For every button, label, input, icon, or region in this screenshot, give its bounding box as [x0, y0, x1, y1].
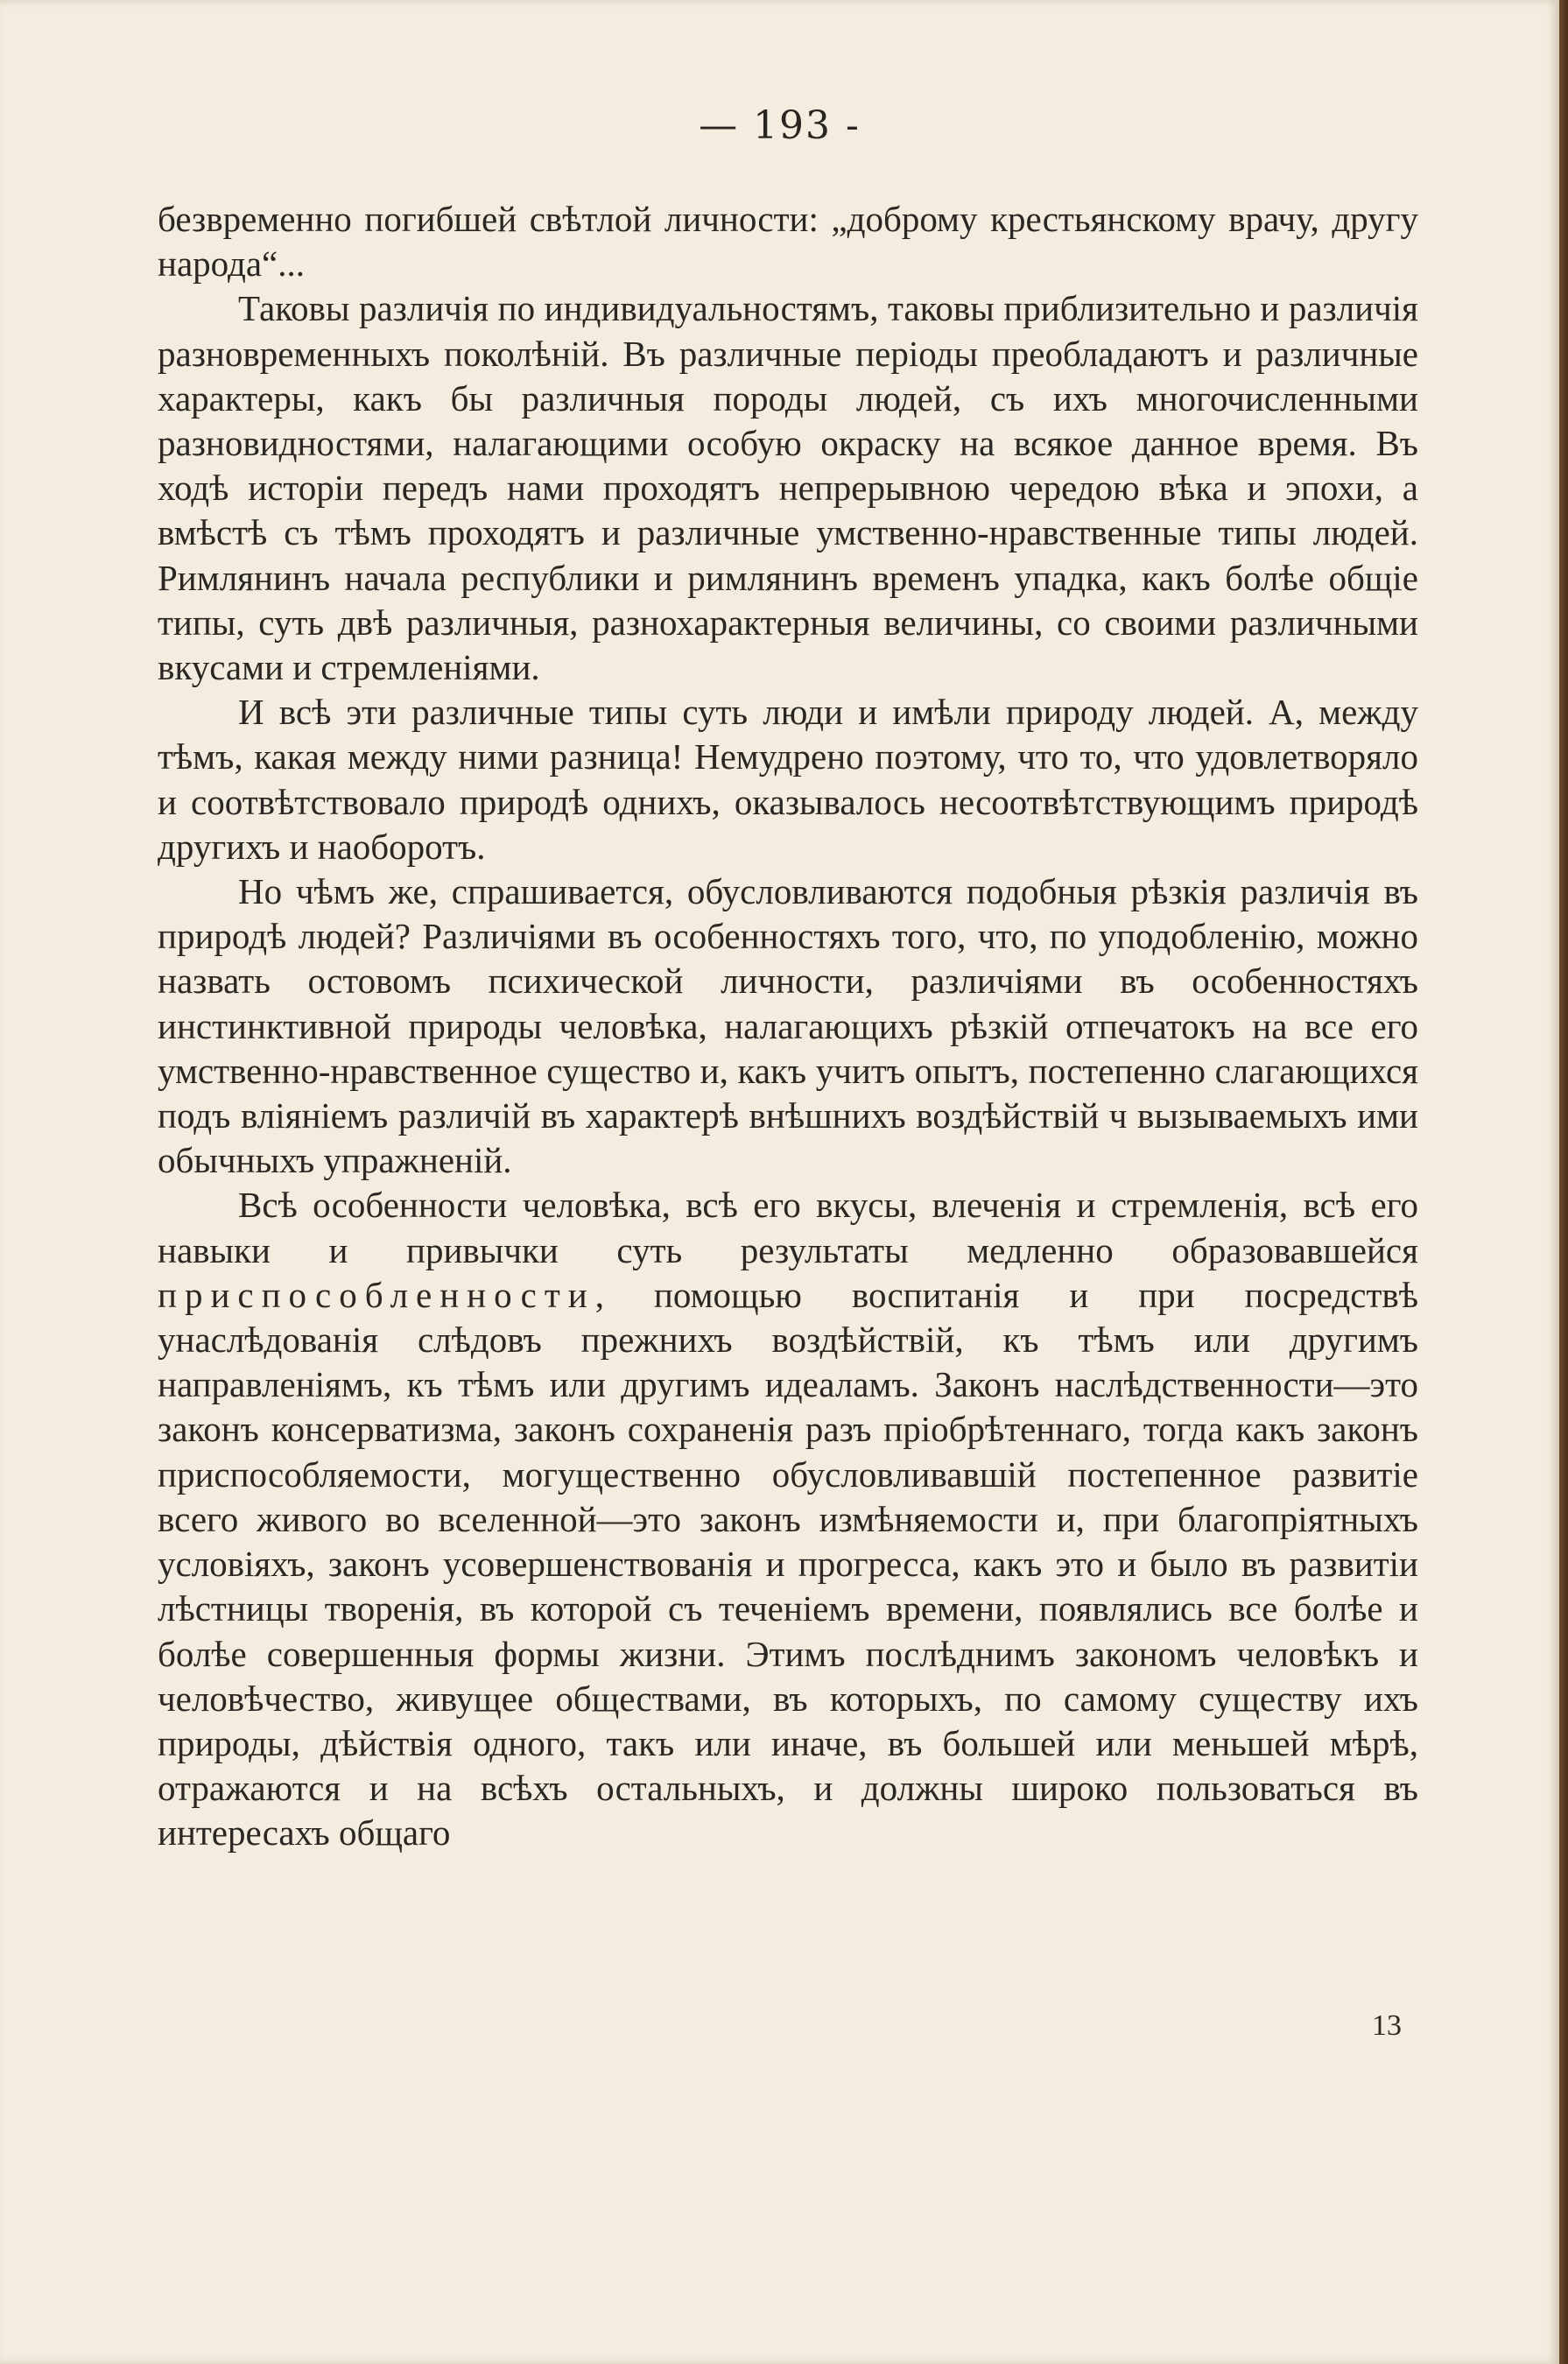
- paragraph: И всѣ эти различные типы суть люди и имѣли природу людей. А, между тѣмъ, какая между ними разница! Немудрено поэтому, что то, что удовлетворяло и соотвѣтствовало природѣ однихъ, оказывалось несоотвѣтствующимъ природѣ другихъ и наоборотъ.: [158, 692, 1418, 867]
- paragraph-text: Всѣ особенности человѣка, всѣ его вкусы, влеченія и стремленія, всѣ его навыки и привычки суть результаты медленно образовавшейся: [158, 1185, 1418, 1270]
- paragraph-text: , помощью воспитанія и при посредствѣ унаслѣдованія слѣдовъ прежнихъ воздѣйствій, къ тѣмъ или другимъ направленіямъ, къ тѣмъ или другимъ идеаламъ. Законъ наслѣдственности—это законъ консерватизма, законъ сохраненія разъ пріобрѣтеннаго, тогда какъ законъ приспособляемости, могущественно обусловливавшій постепенное развитіе всего живого во вселенной—это законъ измѣняемости и, при благопріятныхъ условіяхъ, законъ усовершенствованія и прогресса, какъ это и было въ развитіи лѣстницы творенія, въ которой съ теченіемъ времени, появлялись все болѣе и болѣе совершенныя формы жизни. Этимъ послѣднимъ закономъ человѣкъ и человѣчество, живущее обществами, въ которыхъ, по самому существу ихъ природы, дѣйствія одного, такъ или иначе, въ большей или меньшей мѣрѣ, отражаются и на всѣхъ остальныхъ, и должны широко пользоваться въ интересахъ общаго: [158, 1274, 1418, 1854]
- paragraph: безвременно погибшей свѣтлой личности: „доброму крестьянскому врачу, другу народа“...: [158, 199, 1418, 285]
- page-edge: [1559, 0, 1568, 2364]
- paragraph: [158, 1183, 1418, 1855]
- spaced-emphasis: приспособленности: [158, 1274, 595, 1315]
- page-number-header: — 193 -: [699, 103, 861, 148]
- signature-mark: 13: [1372, 2009, 1402, 2042]
- paragraph: Таковы различія по индивидуальностямъ, таковы приблизительно и различія разновременныхъ поколѣній. Въ различные періоды преобладаютъ и различные характеры, какъ бы различныя породы людей, съ ихъ многочисленными разновидностями, налагающими особую окраску на всякое данное время. Въ ходѣ исторіи передъ нами проходятъ непрерывною чередою вѣка и эпохи, а вмѣстѣ съ тѣмъ проходятъ и различные умственно-нравственные типы людей. Римлянинъ начала республики и римлянинъ временъ упадка, какъ болѣе общіе типы, суть двѣ различныя, разнохарактерныя величины, со своими различными вкусами и стремленіями.: [158, 288, 1418, 688]
- body-text: [158, 197, 1418, 1856]
- paragraph: Но чѣмъ же, спрашивается, обусловливаются подобныя рѣзкія различія въ природѣ людей? Различіями въ особенностяхъ того, что, по уподобленію, можно назвать остовомъ психической личности, различіями въ особенностяхъ инстинктивной природы человѣка, налагающихъ рѣзкій отпечатокъ на все его умственно-нравственное существо и, какъ учитъ опытъ, постепенно слагающихся подъ вліяніемъ различій въ характерѣ внѣшнихъ воздѣйствій ч вызываемыхъ ими обычныхъ упражненій.: [158, 871, 1418, 1181]
